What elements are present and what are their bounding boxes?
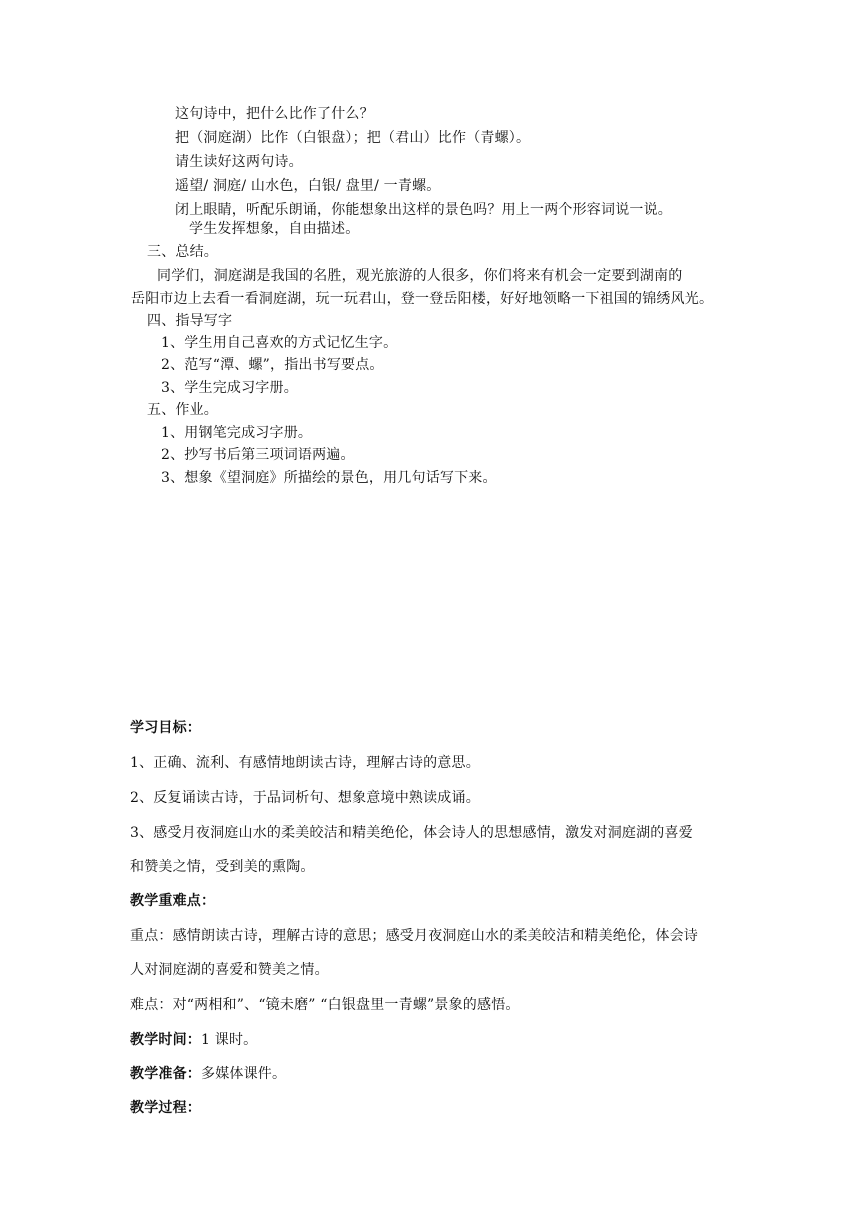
teaching-prep-value: 多媒体课件。 — [201, 1066, 287, 1082]
goal-item-1: 1、正确、流利、有感情地朗读古诗，理解古诗的意思。 — [130, 755, 480, 771]
summary-line-1: 同学们，洞庭湖是我国的名胜，观光旅游的人很多，你们将来有机会一定要到湖南的 — [157, 268, 683, 284]
teaching-time-label: 教学时间： — [130, 1032, 201, 1048]
goal-item-3-line-2: 和赞美之情，受到美的熏陶。 — [130, 859, 315, 875]
question-line: 这句诗中，把什么比作了什么？ — [175, 106, 374, 122]
teaching-time-value: 1 课时。 — [201, 1032, 258, 1048]
difficulty-line: 难点：对“两相和”、“镜未磨” “白银盘里一青螺”景象的感悟。 — [130, 997, 520, 1013]
answer-line: 把（洞庭湖）比作（白银盘）；把（君山）比作（青螺）。 — [175, 130, 531, 146]
goal-item-2: 2、反复诵读古诗，于品词析句、想象意境中熟读成诵。 — [130, 790, 480, 806]
key-point-line-2: 人对洞庭湖的喜爱和赞美之情。 — [130, 962, 329, 978]
homework-item-2: 2、抄写书后第三项词语两遍。 — [161, 447, 355, 463]
writing-item-1: 1、学生用自己喜欢的方式记忆生字。 — [161, 335, 398, 351]
section-3-heading: 三、总结。 — [147, 244, 218, 260]
teaching-process-title: 教学过程： — [130, 1100, 201, 1116]
free-description-line: 学生发挥想象，自由描述。 — [189, 221, 360, 237]
rhythm-line: 遥望/ 洞庭/ 山水色，白银/ 盘里/ 一青螺。 — [175, 178, 441, 194]
teaching-time-line — [130, 1031, 257, 1049]
learning-goals-title: 学习目标： — [130, 720, 201, 736]
summary-line-2: 岳阳市边上去看一看洞庭湖，玩一玩君山，登一登岳阳楼，好好地领略一下祖国的锦绣风光。 — [131, 291, 714, 307]
imagine-line: 闭上眼睛，听配乐朗诵，你能想象出这样的景色吗？用上一两个形容词说一说。 — [175, 202, 672, 218]
section-4-heading: 四、指导写字 — [147, 313, 233, 329]
section-5-heading: 五、作业。 — [147, 402, 218, 418]
goal-item-3-line-1: 3、感受月夜洞庭山水的柔美皎洁和精美绝伦，体会诗人的思想感情，激发对洞庭湖的喜爱 — [130, 825, 693, 841]
homework-item-1: 1、用钢笔完成习字册。 — [161, 425, 313, 441]
homework-item-3: 3、想象《望洞庭》所描绘的景色，用几句话写下来。 — [161, 470, 497, 486]
key-points-title: 教学重难点： — [130, 893, 216, 909]
writing-item-2: 2、范写“潭、螺”，指出书写要点。 — [161, 357, 384, 373]
key-point-line-1: 重点：感情朗读古诗，理解古诗的意思；感受月夜洞庭山水的柔美皎洁和精美绝伦，体会诗 — [130, 928, 698, 944]
writing-item-3: 3、学生完成习字册。 — [161, 380, 298, 396]
read-line: 请生读好这两句诗。 — [175, 154, 303, 170]
teaching-prep-label: 教学准备： — [130, 1066, 201, 1082]
teaching-prep-line — [130, 1065, 286, 1083]
